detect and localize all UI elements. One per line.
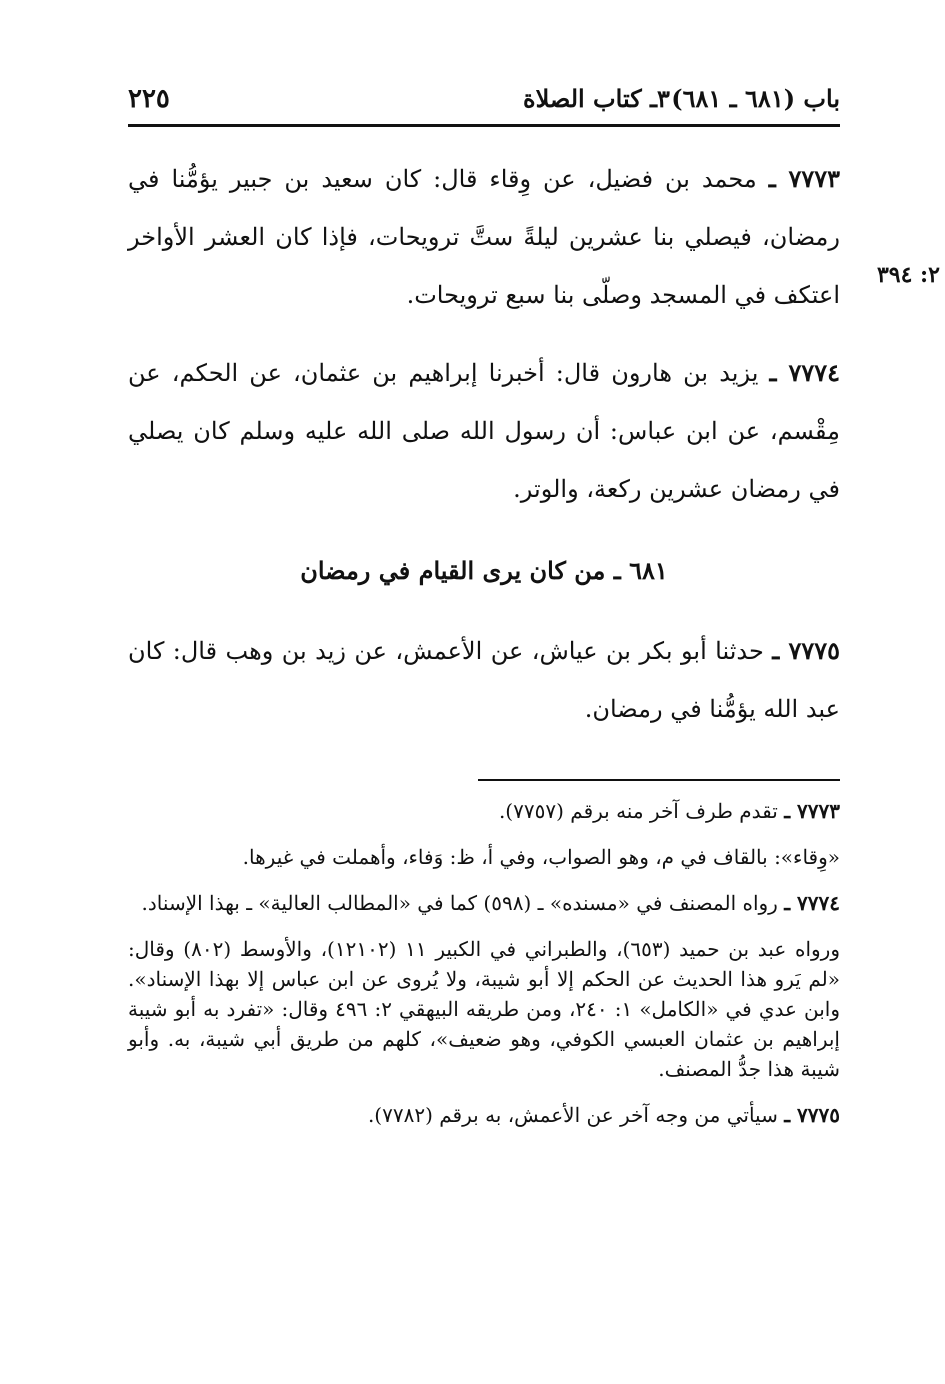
hadith-entry: [128, 344, 840, 518]
footnote: [128, 796, 840, 826]
footnote-number: ٧٧٧٣ ـ: [784, 799, 840, 823]
hadith-entry: [128, 622, 840, 738]
hadith-number: ٧٧٧٥ ـ: [772, 636, 840, 665]
hadith-number: ٧٧٧٤ ـ: [769, 358, 840, 387]
chapter-heading: ٦٨١ ـ من كان يرى القيام في رمضان: [300, 556, 668, 585]
footnotes: [128, 796, 840, 1146]
footnote-text: رواه المصنف في «مسنده» ـ (٥٩٨) كما في «المطالب العالية» ـ بهذا الإسناد.: [141, 891, 778, 915]
footnote: [128, 842, 840, 872]
footnote: [128, 888, 840, 918]
hadith-entry: [128, 150, 840, 324]
hadith-text: حدثنا أبو بكر بن عياش، عن الأعمش، عن زيد بن وهب قال: كان عبد الله يؤمُّنا في رمضان.: [128, 637, 840, 723]
footnote-number: ٧٧٧٤ ـ: [784, 891, 840, 915]
hadith-text: يزيد بن هارون قال: أخبرنا إبراهيم بن عثمان، عن الحكم، عن مِقْسم، عن ابن عباس: أن رسول الله صلى الله عليه وسلم كان يصلي في رمضان عشرين ركعة، والوتر.: [128, 359, 840, 503]
footnote: [128, 1100, 840, 1130]
footnote-text: «وِقاء»: بالقاف في م، وهو الصواب، وفي أ، ظ: وَفاء، وأهملت في غيرها.: [242, 845, 840, 869]
chapter-range: باب (٦٨١ ـ ٦٨١): [671, 84, 840, 113]
footnote-text: تقدم طرف آخر منه برقم (٧٧٥٧).: [498, 799, 778, 823]
margin-reference: ٢: ٣٩٤: [876, 262, 940, 288]
header-rule: [128, 124, 840, 127]
hadith-text: محمد بن فضيل، عن وِقاء قال: كان سعيد بن جبير يؤمُّنا في رمضان، فيصلي بنا عشرين ليلةً ستَّ ترويحات، فإذا كان العشر الأواخر اعتكف في المسجد وصلّى بنا سبع ترويحات.: [128, 165, 840, 309]
footnote-text: سيأتي من وجه آخر عن الأعمش، به برقم (٧٧٨٢).: [367, 1103, 778, 1127]
footnote: [128, 934, 840, 1084]
footnote-text: ورواه عبد بن حميد (٦٥٣)، والطبراني في الكبير ١١ (١٢١٠٢)، والأوسط (٨٠٢) وقال: «لم يَرو هذا الحديث عن الحكم إلا أبو شيبة، ولا يُروى عن ابن عباس إلا بهذا الإسناد». وابن عدي في «الكامل» ١: ٢٤٠، ومن طريقه البيهقي ٢: ٤٩٦ وقال: «تفرد به أبو شيبة إبراهيم بن عثمان العبسي الكوفي، وهو ضعيف»، كلهم من طريق أبي شيبة، به. وأبو شيبة هذا جدُّ المصنف.: [128, 937, 841, 1081]
footnote-rule: [478, 779, 840, 781]
footnote-number: ٧٧٧٥ ـ: [784, 1103, 840, 1127]
page-header: [128, 80, 840, 120]
hadith-number: ٧٧٧٣ ـ: [768, 164, 841, 193]
main-text: [128, 150, 840, 738]
book-title: ٣ـ كتاب الصلاة: [523, 84, 670, 113]
page-number: ٢٢٥: [128, 84, 170, 114]
